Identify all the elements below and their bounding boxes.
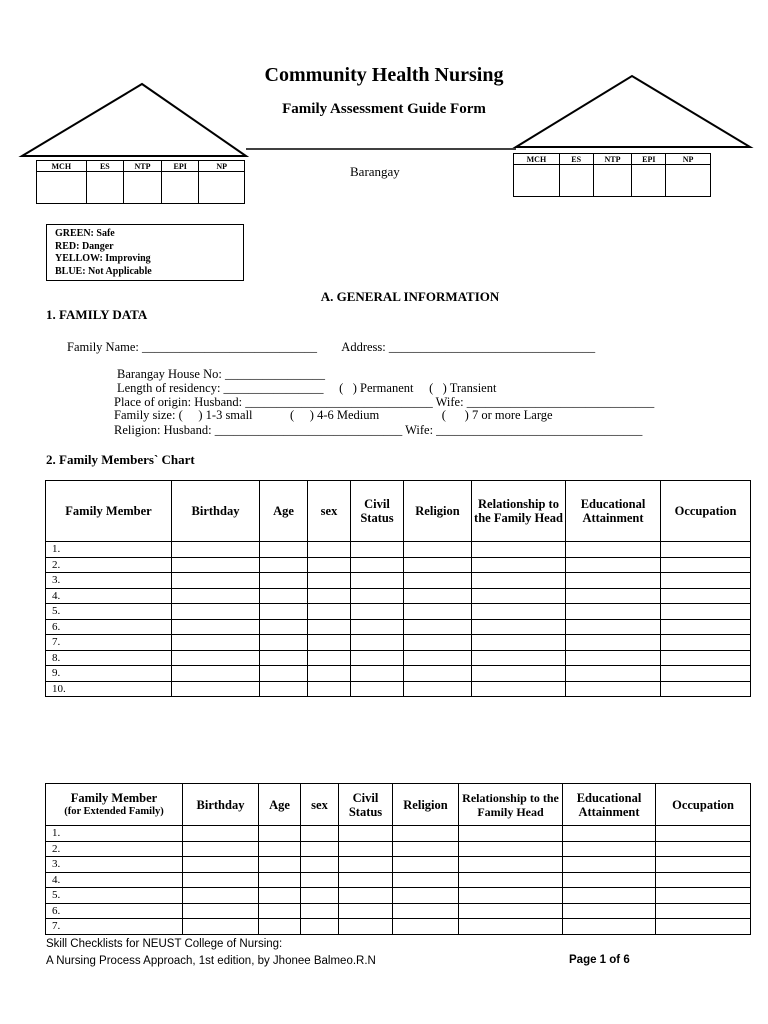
- row-number[interactable]: 5.: [46, 888, 183, 904]
- column-header: Religion: [393, 784, 459, 826]
- table-cell[interactable]: [172, 573, 260, 589]
- table-cell[interactable]: [351, 557, 404, 573]
- table-cell[interactable]: [472, 635, 566, 651]
- table-cell[interactable]: [563, 857, 656, 873]
- table-cell[interactable]: [404, 666, 472, 682]
- table-cell[interactable]: [260, 635, 308, 651]
- table-cell[interactable]: [183, 872, 259, 888]
- table-cell[interactable]: [656, 903, 751, 919]
- table-cell[interactable]: [661, 604, 751, 620]
- code-cell[interactable]: [199, 172, 245, 204]
- code-header: MCH: [37, 161, 87, 172]
- table-cell[interactable]: [351, 666, 404, 682]
- code-cell[interactable]: [514, 165, 560, 197]
- table-cell[interactable]: [404, 681, 472, 697]
- table-cell[interactable]: [393, 888, 459, 904]
- table-cell[interactable]: [172, 619, 260, 635]
- row-number[interactable]: 6.: [46, 903, 183, 919]
- table-row: [46, 681, 751, 697]
- table-cell[interactable]: [566, 666, 661, 682]
- table-cell[interactable]: [459, 919, 563, 935]
- row-number[interactable]: 2.: [46, 557, 172, 573]
- table-cell[interactable]: [301, 872, 339, 888]
- family-size-line[interactable]: Family size: ( ) 1-3 small ( ) 4-6 Medium ( ) 7 or more Large: [114, 408, 553, 422]
- table-cell[interactable]: [459, 872, 563, 888]
- table-cell[interactable]: [656, 841, 751, 857]
- column-header: Civil Status: [351, 481, 404, 542]
- table-cell[interactable]: [351, 604, 404, 620]
- row-number[interactable]: 1.: [46, 826, 183, 842]
- left-roof: [22, 84, 246, 156]
- table-cell[interactable]: [459, 841, 563, 857]
- row-number[interactable]: 4.: [46, 872, 183, 888]
- table-cell[interactable]: [566, 573, 661, 589]
- table-cell[interactable]: [172, 635, 260, 651]
- table-cell[interactable]: [393, 826, 459, 842]
- table-cell[interactable]: [566, 650, 661, 666]
- page-subtitle: Family Assessment Guide Form: [282, 101, 486, 117]
- table-cell[interactable]: [259, 857, 301, 873]
- family-name-address-line[interactable]: Family Name: ____________________________ Address: _________________________________: [67, 340, 596, 354]
- table-cell[interactable]: [566, 588, 661, 604]
- table-cell[interactable]: [308, 650, 351, 666]
- column-header: Age: [260, 481, 308, 542]
- column-header: Educational Attainment: [566, 481, 661, 542]
- table-cell[interactable]: [183, 903, 259, 919]
- section-family-data: 1. FAMILY DATA: [46, 307, 148, 322]
- legend-item: BLUE: Not Applicable: [55, 265, 152, 277]
- table-cell[interactable]: [404, 650, 472, 666]
- table-cell[interactable]: [661, 650, 751, 666]
- table-cell[interactable]: [183, 919, 259, 935]
- table-cell[interactable]: [308, 635, 351, 651]
- code-header: EPI: [161, 161, 199, 172]
- table-cell[interactable]: [259, 903, 301, 919]
- table-cell[interactable]: [172, 588, 260, 604]
- table-cell[interactable]: [404, 619, 472, 635]
- table-cell[interactable]: [661, 557, 751, 573]
- table-cell[interactable]: [260, 650, 308, 666]
- table-cell[interactable]: [566, 542, 661, 558]
- table-cell[interactable]: [351, 681, 404, 697]
- table-cell[interactable]: [393, 903, 459, 919]
- table-cell[interactable]: [308, 557, 351, 573]
- table-cell[interactable]: [351, 588, 404, 604]
- row-number[interactable]: 7.: [46, 635, 172, 651]
- table-cell[interactable]: [308, 588, 351, 604]
- column-header: Religion: [404, 481, 472, 542]
- column-header: Educational Attainment: [563, 784, 656, 826]
- table-cell[interactable]: [656, 888, 751, 904]
- table-cell[interactable]: [339, 919, 393, 935]
- column-header: Family Member: [46, 481, 172, 542]
- code-header: NTP: [124, 161, 162, 172]
- legend-item: YELLOW: Improving: [55, 253, 151, 264]
- column-header: Civil Status: [339, 784, 393, 826]
- code-header: ES: [559, 154, 593, 165]
- table-row: [46, 635, 751, 651]
- column-header: Age: [259, 784, 301, 826]
- table-cell[interactable]: [563, 872, 656, 888]
- table-cell[interactable]: [472, 666, 566, 682]
- extended-family-table: [45, 783, 751, 935]
- code-header: NP: [199, 161, 245, 172]
- table-cell[interactable]: [566, 681, 661, 697]
- code-cell[interactable]: [124, 172, 162, 204]
- table-cell[interactable]: [260, 681, 308, 697]
- column-header: Relationship to the Family Head: [472, 481, 566, 542]
- footer-line-2: A Nursing Process Approach, 1st edition, by Jhonee Balmeo.R.N: [46, 955, 376, 967]
- table-row: [46, 826, 751, 842]
- table-cell[interactable]: [172, 557, 260, 573]
- code-cell[interactable]: [666, 165, 711, 197]
- table-cell[interactable]: [259, 826, 301, 842]
- table-cell[interactable]: [172, 650, 260, 666]
- column-header: Birthday: [183, 784, 259, 826]
- table-cell[interactable]: [301, 826, 339, 842]
- column-header: Occupation: [656, 784, 751, 826]
- row-number[interactable]: 5.: [46, 604, 172, 620]
- table-cell[interactable]: [351, 635, 404, 651]
- table-cell[interactable]: [472, 619, 566, 635]
- table-cell[interactable]: [404, 573, 472, 589]
- row-number[interactable]: 10.: [46, 681, 172, 697]
- code-header: ES: [86, 161, 124, 172]
- table-cell[interactable]: [308, 542, 351, 558]
- code-header: EPI: [632, 154, 666, 165]
- table-cell[interactable]: [260, 604, 308, 620]
- table-cell[interactable]: [259, 841, 301, 857]
- row-number[interactable]: 6.: [46, 619, 172, 635]
- table-cell[interactable]: [404, 635, 472, 651]
- row-number[interactable]: 3.: [46, 573, 172, 589]
- table-cell[interactable]: [404, 557, 472, 573]
- table-cell[interactable]: [172, 666, 260, 682]
- table-cell[interactable]: [308, 573, 351, 589]
- table-cell[interactable]: [183, 841, 259, 857]
- table-cell[interactable]: [301, 857, 339, 873]
- table-cell[interactable]: [656, 872, 751, 888]
- table-cell[interactable]: [339, 841, 393, 857]
- table-cell[interactable]: [566, 635, 661, 651]
- table-cell[interactable]: [183, 857, 259, 873]
- table-cell[interactable]: [661, 588, 751, 604]
- table-cell[interactable]: [259, 919, 301, 935]
- table-cell[interactable]: [472, 542, 566, 558]
- table-cell[interactable]: [301, 919, 339, 935]
- table-cell[interactable]: [459, 857, 563, 873]
- legend-item: RED: Danger: [55, 240, 114, 252]
- table-cell[interactable]: [260, 573, 308, 589]
- table-cell[interactable]: [661, 619, 751, 635]
- column-header: sex: [308, 481, 351, 542]
- table-cell[interactable]: [259, 888, 301, 904]
- table-cell[interactable]: [259, 872, 301, 888]
- table-cell[interactable]: [339, 872, 393, 888]
- table-cell[interactable]: [351, 542, 404, 558]
- color-legend: [46, 224, 244, 281]
- table-cell[interactable]: [656, 826, 751, 842]
- table-cell[interactable]: [472, 588, 566, 604]
- row-number[interactable]: 3.: [46, 857, 183, 873]
- family-members-table: [45, 480, 751, 697]
- table-cell[interactable]: [260, 588, 308, 604]
- table-row: [46, 619, 751, 635]
- table-cell[interactable]: [459, 903, 563, 919]
- table-cell[interactable]: [566, 557, 661, 573]
- row-number[interactable]: 4.: [46, 588, 172, 604]
- row-number[interactable]: 7.: [46, 919, 183, 935]
- table-cell[interactable]: [472, 604, 566, 620]
- code-cell[interactable]: [632, 165, 666, 197]
- table-cell[interactable]: [308, 604, 351, 620]
- table-cell[interactable]: [563, 841, 656, 857]
- table-row: [46, 841, 751, 857]
- barangay-house-no-line[interactable]: Barangay House No: ________________: [117, 367, 325, 381]
- code-cell[interactable]: [559, 165, 593, 197]
- code-cell[interactable]: [86, 172, 124, 204]
- table-cell[interactable]: [172, 604, 260, 620]
- table-cell[interactable]: [301, 903, 339, 919]
- table-cell[interactable]: [563, 826, 656, 842]
- table-header-row: [46, 481, 751, 542]
- table-cell[interactable]: [308, 666, 351, 682]
- table-cell[interactable]: [472, 573, 566, 589]
- table-row: [46, 650, 751, 666]
- table-cell[interactable]: [566, 619, 661, 635]
- table-cell[interactable]: [339, 826, 393, 842]
- table-cell[interactable]: [661, 681, 751, 697]
- code-header: NP: [666, 154, 711, 165]
- page-number: Page 1 of 6: [569, 954, 630, 966]
- table-row: [46, 542, 751, 558]
- table-cell[interactable]: [459, 826, 563, 842]
- table-cell[interactable]: [661, 666, 751, 682]
- table-cell[interactable]: [183, 826, 259, 842]
- table-cell[interactable]: [661, 573, 751, 589]
- table-cell[interactable]: [563, 919, 656, 935]
- table-cell[interactable]: [566, 604, 661, 620]
- table-cell[interactable]: [339, 903, 393, 919]
- table-row: [46, 588, 751, 604]
- table-cell[interactable]: [172, 542, 260, 558]
- barangay-label: Barangay: [350, 164, 400, 179]
- family-member-header: Family Member: [70, 790, 158, 805]
- table-cell[interactable]: [404, 542, 472, 558]
- table-cell[interactable]: [393, 841, 459, 857]
- column-header: Birthday: [172, 481, 260, 542]
- table-row: [46, 666, 751, 682]
- table-cell[interactable]: [661, 542, 751, 558]
- table-cell[interactable]: [656, 857, 751, 873]
- section-family-members-chart: 2. Family Members` Chart: [46, 452, 195, 467]
- table-cell[interactable]: [563, 903, 656, 919]
- table-row: [46, 888, 751, 904]
- code-header: NTP: [593, 154, 632, 165]
- program-code-table-right: [513, 153, 711, 197]
- table-row: [46, 573, 751, 589]
- religion-line[interactable]: Religion: Husband: ______________________________ Wife: _________________________________: [114, 423, 643, 437]
- table-cell[interactable]: [404, 588, 472, 604]
- table-cell[interactable]: [260, 542, 308, 558]
- legend-item: GREEN: Safe: [55, 228, 115, 239]
- table-cell[interactable]: [260, 619, 308, 635]
- table-header-row: [46, 784, 751, 826]
- table-cell[interactable]: [656, 919, 751, 935]
- table-row: [46, 857, 751, 873]
- table-cell[interactable]: [301, 888, 339, 904]
- table-cell[interactable]: [393, 872, 459, 888]
- table-cell[interactable]: [472, 650, 566, 666]
- table-cell[interactable]: [351, 619, 404, 635]
- row-number[interactable]: 8.: [46, 650, 172, 666]
- table-cell[interactable]: [393, 919, 459, 935]
- table-row: [46, 604, 751, 620]
- table-cell[interactable]: [308, 619, 351, 635]
- footer-line-1: Skill Checklists for NEUST College of Nursing:: [46, 938, 283, 950]
- program-code-table-left: [36, 160, 245, 204]
- table-cell[interactable]: [351, 650, 404, 666]
- code-header: MCH: [514, 154, 560, 165]
- family-member-subheader: (for Extended Family): [64, 805, 164, 817]
- table-cell[interactable]: [459, 888, 563, 904]
- row-number[interactable]: 2.: [46, 841, 183, 857]
- table-row: [46, 557, 751, 573]
- table-cell[interactable]: [301, 841, 339, 857]
- code-cell[interactable]: [593, 165, 632, 197]
- table-cell[interactable]: [472, 681, 566, 697]
- table-cell[interactable]: [260, 666, 308, 682]
- section-general-information: A. GENERAL INFORMATION: [320, 289, 500, 304]
- length-of-residency-line[interactable]: Length of residency: ________________ ( ) Permanent ( ) Transient: [117, 381, 497, 395]
- code-cell[interactable]: [37, 172, 87, 204]
- table-cell[interactable]: [308, 681, 351, 697]
- code-cell[interactable]: [161, 172, 199, 204]
- row-number[interactable]: 9.: [46, 666, 172, 682]
- place-of-origin-line[interactable]: Place of origin: Husband: ______________________________ Wife: ______________________________: [114, 395, 655, 409]
- table-cell[interactable]: [172, 681, 260, 697]
- row-number[interactable]: 1.: [46, 542, 172, 558]
- table-row: [46, 903, 751, 919]
- table-cell[interactable]: [339, 888, 393, 904]
- table-cell[interactable]: [404, 604, 472, 620]
- table-row: [46, 872, 751, 888]
- table-cell[interactable]: [393, 857, 459, 873]
- table-cell[interactable]: [563, 888, 656, 904]
- page-title: Community Health Nursing: [264, 64, 504, 86]
- column-header: Occupation: [661, 481, 751, 542]
- table-cell[interactable]: [260, 557, 308, 573]
- table-row: [46, 919, 751, 935]
- table-cell[interactable]: [661, 635, 751, 651]
- table-cell[interactable]: [183, 888, 259, 904]
- column-header: sex: [301, 784, 339, 826]
- column-header: [46, 784, 183, 826]
- table-cell[interactable]: [472, 557, 566, 573]
- table-cell[interactable]: [351, 573, 404, 589]
- column-header: Relationship to the Family Head: [459, 784, 563, 826]
- table-cell[interactable]: [339, 857, 393, 873]
